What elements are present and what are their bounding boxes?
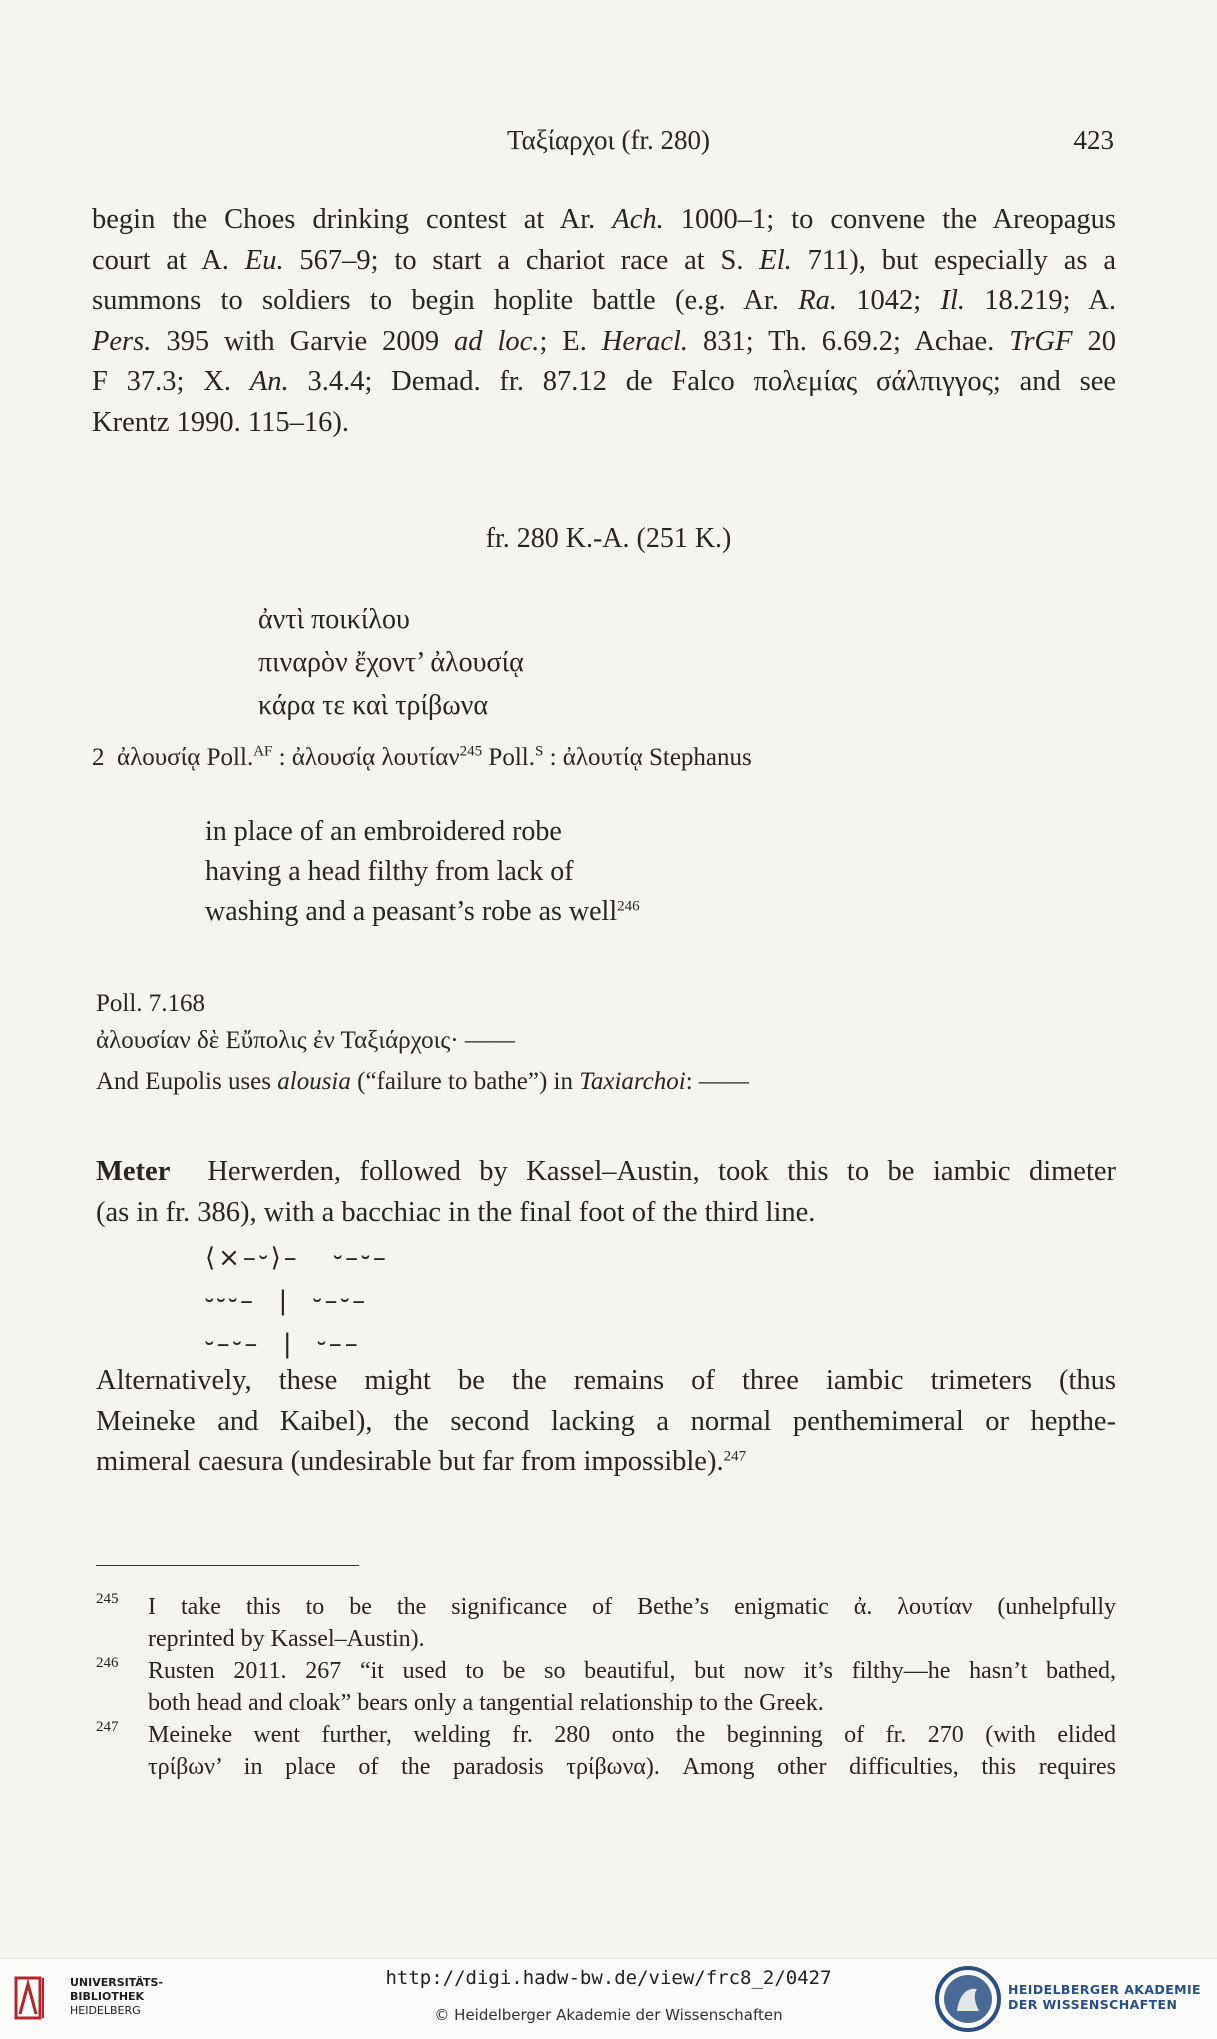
meter-label: Meter (96, 1156, 171, 1187)
footnote-line: Rusten 2011. 267 “it used to be so beautiful, but now it’s filthy—he hasn’t bathed, (148, 1658, 1116, 1684)
footnote-line: reprinted by Kassel–Austin). (148, 1625, 425, 1652)
source-greek: ἀλουσίαν δὲ Εὔπολις ἐν Ταξιάρχοις· —— (96, 1027, 515, 1054)
footnote-number: 246 (96, 1655, 119, 1671)
scheme-line: ⏑–⏑– | ⏑–– (205, 1329, 361, 1359)
footnote (96, 1720, 1116, 1783)
scheme-line: ⟨×–⏑⟩– ⏑–⏑– (205, 1243, 389, 1273)
translation-line: washing and a peasant’s robe as well$^{246}$ (205, 896, 640, 927)
verse-line: κάρα τε καὶ τρίβωνα (258, 690, 489, 721)
footnote (96, 1656, 1116, 1719)
footnote (96, 1592, 1116, 1655)
meter-line: Meter Herwerden, followed by Kassel–Austin, took this to be iambic dimeter (96, 1156, 1117, 1187)
intro-paragraph (92, 200, 1116, 443)
meter-section (96, 1152, 1116, 1233)
translation (205, 812, 640, 932)
source-citation: Poll. 7.168 (96, 990, 206, 1017)
metrical-scheme (205, 1237, 389, 1366)
academy-name: HEIDELBERGER AKADEMIE DER WISSENSCHAFTEN (1008, 1982, 1201, 2012)
intro-line: begin the Choes drinking contest at Ar. Ach. 1000–1; to convene the Areopagus (92, 204, 1116, 235)
verse-line: ἀντὶ ποικίλου (258, 604, 410, 635)
apparatus-criticus: 2 ἀλουσίᾳ Poll.$^{AF}$ : ἀλουσίᾳ λουτίαν$^{245}$ Poll.$^S$ : ἀλουτίᾳ Stephanus (92, 743, 752, 771)
intro-line: Pers. 395 with Garvie 2009 ad loc.; E. Heracl. 831; Th. 6.69.2; Achae. TrGF 20 (92, 325, 1117, 357)
greek-verse (258, 598, 524, 727)
alternative-paragraph (96, 1361, 1116, 1483)
verse-line: πιναρὸν ἔχοντ’ ἀλουσίᾳ (258, 647, 524, 678)
intro-line: court at A. Eu. 567–9; to start a chariot race at S. El. 711), but especially as a (92, 244, 1117, 276)
alt-line: Meineke and Kaibel), the second lacking a normal penthemimeral or hepthe- (96, 1405, 1116, 1437)
permalink[interactable]: http://digi.hadw-bw.de/view/frc8_2/0427 (385, 1967, 832, 1989)
footnote-ref[interactable]: 246 (617, 898, 640, 915)
footnote-number: 245 (96, 1591, 119, 1607)
translation-line: in place of an embroidered robe (205, 816, 562, 847)
academy-seal-icon (933, 1965, 1003, 2033)
scheme-line: ⏑⏑⏑– | ⏑–⏑– (205, 1286, 369, 1316)
intro-line: F 37.3; X. An. 3.4.4; Demad. fr. 87.12 de Falco πολεμίας σάλπιγγος; and see (92, 366, 1116, 397)
page-number: 423 (1073, 125, 1114, 155)
footnote-ref[interactable]: 247 (723, 1448, 747, 1465)
source-testimonium (96, 985, 749, 1100)
alt-line: Alternatively, these might be the remains of three iambic trimeters (thus (96, 1365, 1116, 1396)
intro-line: Krentz 1990. 115–16). (92, 406, 349, 438)
meter-line: (as in fr. 386), with a bacchiac in the final foot of the third line. (96, 1196, 816, 1228)
intro-line: summons to soldiers to begin hoplite battle (e.g. Ar. Ra. 1042; Il. 18.219; A. (92, 285, 1116, 316)
running-header: Ταξίαρχοι (fr. 280) (506, 125, 711, 155)
footnote-line: Meineke went further, welding fr. 280 onto the beginning of fr. 270 (with elided (148, 1722, 1116, 1748)
footnote-number: 247 (96, 1719, 119, 1735)
copyright: © Heidelberger Akademie der Wissenschaften (434, 2006, 783, 2024)
footnote-line: both head and cloak” bears only a tangential relationship to the Greek. (148, 1689, 824, 1716)
footnote-line: I take this to be the significance of Bethe’s enigmatic ἀ. λουτίαν (unhelpfully (148, 1594, 1116, 1620)
footnote-rule (96, 1565, 359, 1566)
source-english: And Eupolis uses alousia (“failure to bathe”) in Taxiarchoi: —— (96, 1068, 749, 1095)
alt-line: mimeral caesura (undesirable but far from impossible).$^{247}$ (96, 1446, 747, 1477)
fragment-heading: fr. 280 K.-A. (251 K.) (485, 523, 732, 554)
translation-line: having a head filthy from lack of (205, 856, 574, 887)
footnote-line: τρίβων’ in place of the paradosis τρίβωνα). Among other difficulties, this requires (148, 1753, 1116, 1780)
library-name: UNIVERSITÄTS- BIBLIOTHEK HEIDELBERG (70, 1976, 164, 2017)
